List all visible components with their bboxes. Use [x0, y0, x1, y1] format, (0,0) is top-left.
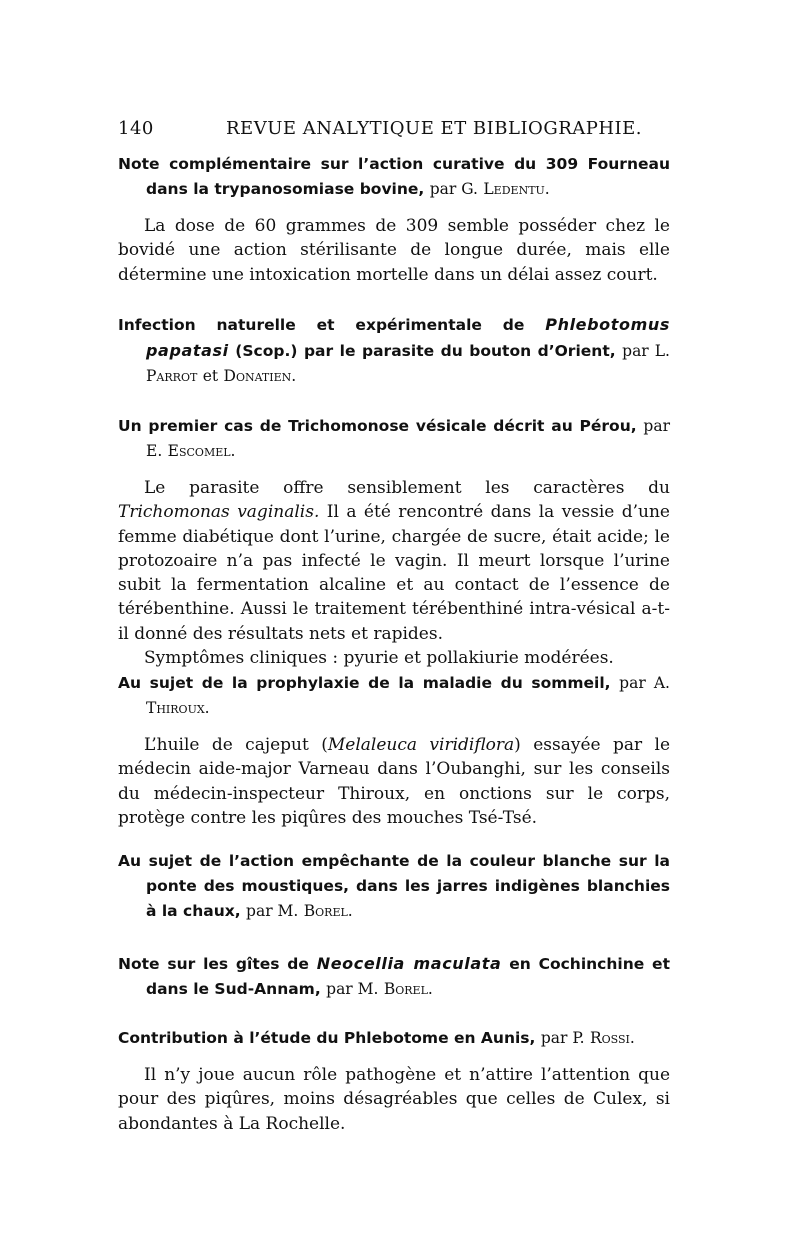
entry-escomel [118, 414, 670, 670]
entry-author: Thiroux. [146, 699, 210, 717]
entry-title-text-cont: en Cochinchine et dans le Sud-Annam, [146, 955, 670, 998]
entry-title-text: Note sur les gîtes de [118, 955, 309, 973]
entry-byline-conj: et [202, 367, 219, 385]
entry-title [118, 671, 670, 721]
entry-author: Rossi. [589, 1029, 635, 1047]
entry-title [118, 1026, 670, 1051]
entry-ledentu [118, 152, 670, 287]
entry-title-text-cont: (Scop.) par le parasite du bouton d’Orient, [235, 342, 616, 360]
entry-body [118, 733, 670, 830]
entry-body [118, 476, 670, 646]
entry-title-text: Au sujet de la prophylaxie de la maladie du sommeil, [118, 674, 611, 692]
entry-rossi [118, 1026, 670, 1136]
entry-title-text: Infection naturelle et expérimentale de [118, 316, 525, 334]
entry-body-text: Le parasite offre sensiblement les caractères du [144, 478, 670, 498]
entry-title [118, 152, 670, 202]
entry-body-2: Symptômes cliniques : pyurie et pollakiurie modérées. [144, 648, 614, 669]
species-name: Neocellia maculata [316, 954, 502, 973]
entry-byline: par M. [246, 902, 299, 920]
entry-body: La dose de 60 grammes de 309 semble posséder chez le bovidé une action stérilisante de longue durée, mais elle détermine une intoxication mortelle dans un délai assez court. [118, 216, 670, 285]
entry-borel-1 [118, 849, 670, 924]
entry-title-text: Un premier cas de Trichomonose vésicale décrit au Pérou, [118, 417, 637, 435]
entry-body-text: L’huile de cajeput ( [144, 735, 328, 755]
entry-author: Parrot [146, 367, 198, 385]
species-name: Melaleuca viridiflora [327, 735, 515, 755]
running-title: REVUE ANALYTIQUE ET BIBLIOGRAPHIE. [226, 118, 643, 139]
entry-byline: par L. [622, 342, 670, 360]
entry-author: Borel. [383, 980, 433, 998]
entry-body: Il n’y joue aucun rôle pathogène et n’attire l’attention que pour des piqûres, moins désagréables que celles de Culex, si abondantes à La Rochelle. [118, 1065, 670, 1134]
entry-title-text: Note complémentaire sur l’action curative du 309 Fourneau dans la trypanosomiase bovine, [118, 155, 670, 198]
entry-title-text: Contribution à l’étude du Phlebotome en Aunis, [118, 1029, 536, 1047]
species-name: Phlebotomus papatasi [146, 315, 670, 360]
entry-title-text: Au sujet de l’action empêchante de la couleur blanche sur la ponte des moustiques, dans les jarres indigènes blanchies à la chaux, [118, 852, 670, 920]
entry-body-text-cont: Il a été rencontré dans la vessie d’une femme diabétique dont l’urine, chargée de sucre, était acide; le protozoaire n’a pas infecté le vagin. Il meurt lorsque l’urine subit la fermentation alcaline et au contact de l’essence de térébenthine. Aussi le traitement térébenthiné intra-vésical a-t-il donné des résultats nets et rapides. [118, 502, 670, 644]
entry-title [118, 312, 670, 389]
entry-byline: par E. [146, 417, 670, 460]
entry-thiroux [118, 671, 670, 830]
entry-body-text-cont: ) essayée par le médecin aide-major Varneau dans l’Oubanghi, sur les conseils du médecin-inspecteur Thiroux, en onctions sur le corps, protège contre les piqûres des mouches Tsé-Tsé. [118, 735, 670, 828]
entry-author: Ledentu. [483, 180, 550, 198]
entry-parrot-donatien [118, 312, 670, 389]
entry-borel-2 [118, 951, 670, 1002]
entry-title [118, 951, 670, 1002]
entry-title [118, 849, 670, 924]
page-number: 140 [118, 118, 154, 139]
species-name: Trichomonas vaginalis. [118, 502, 320, 523]
entry-author: Borel. [303, 902, 353, 920]
entry-author: Escomel. [167, 442, 236, 460]
entry-byline: par G. [429, 180, 478, 198]
entry-byline: par M. [326, 980, 379, 998]
entry-title [118, 414, 670, 464]
entry-byline: par P. [540, 1029, 585, 1047]
entry-byline: par A. [619, 674, 670, 692]
entry-author-2: Donatien. [223, 367, 297, 385]
